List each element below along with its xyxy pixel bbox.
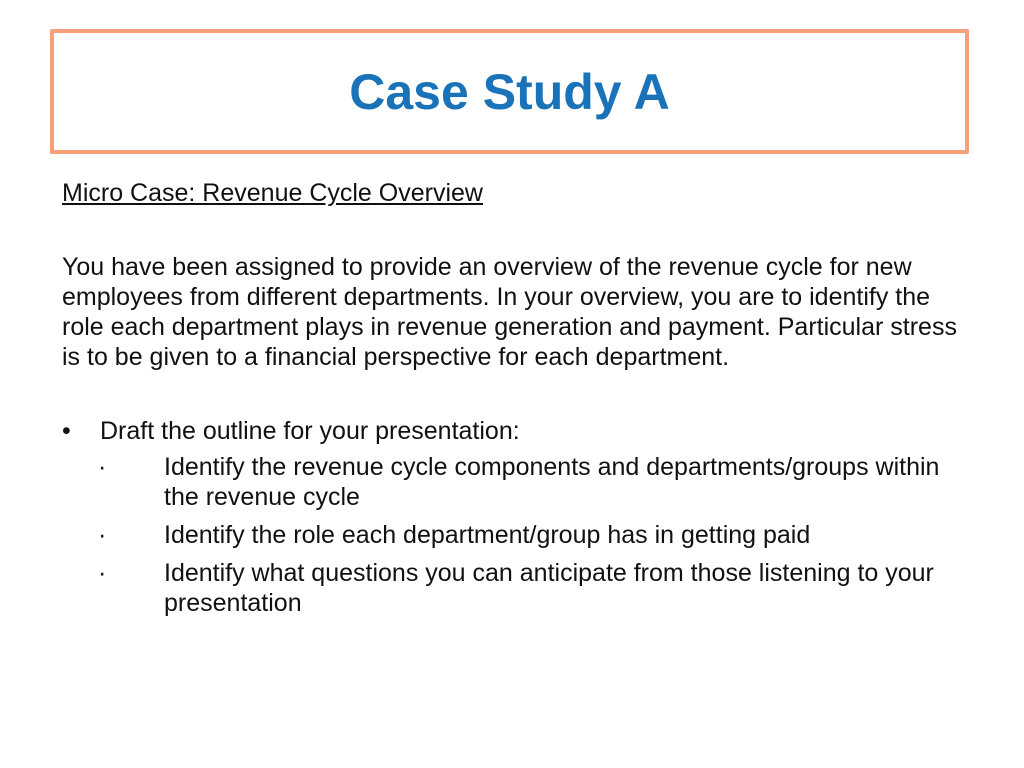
title-box bbox=[50, 29, 969, 154]
slide-title: Case Study A bbox=[349, 63, 670, 120]
sub-bullet-text: Identify the revenue cycle components and departments/groups within the revenue cycle bbox=[164, 453, 940, 511]
slide-subtitle: Micro Case: Revenue Cycle Overview bbox=[62, 179, 483, 207]
sub-bullet-marker: · bbox=[98, 559, 107, 587]
sub-bullet-item bbox=[62, 520, 972, 550]
sub-bullet-marker: · bbox=[98, 453, 107, 481]
intro-paragraph: You have been assigned to provide an overview of the revenue cycle for new employees from different departments. In your overview, you are to identify the role each department plays in revenue generation and payment. Particular stress is to be given to a financial perspective for each department. bbox=[62, 253, 957, 371]
sub-bullet-marker: · bbox=[98, 521, 107, 549]
bullet-text: Draft the outline for your presentation: bbox=[100, 417, 520, 445]
slide-content bbox=[62, 178, 972, 626]
main-bullet bbox=[62, 416, 972, 446]
sub-bullet-text: Identify what questions you can anticipate from those listening to your presentation bbox=[164, 559, 934, 617]
bullet-marker: • bbox=[62, 417, 71, 445]
sub-bullet-list bbox=[62, 452, 972, 618]
sub-bullet-text: Identify the role each department/group has in getting paid bbox=[164, 521, 811, 549]
sub-bullet-item bbox=[62, 452, 972, 512]
sub-bullet-item bbox=[62, 558, 972, 618]
